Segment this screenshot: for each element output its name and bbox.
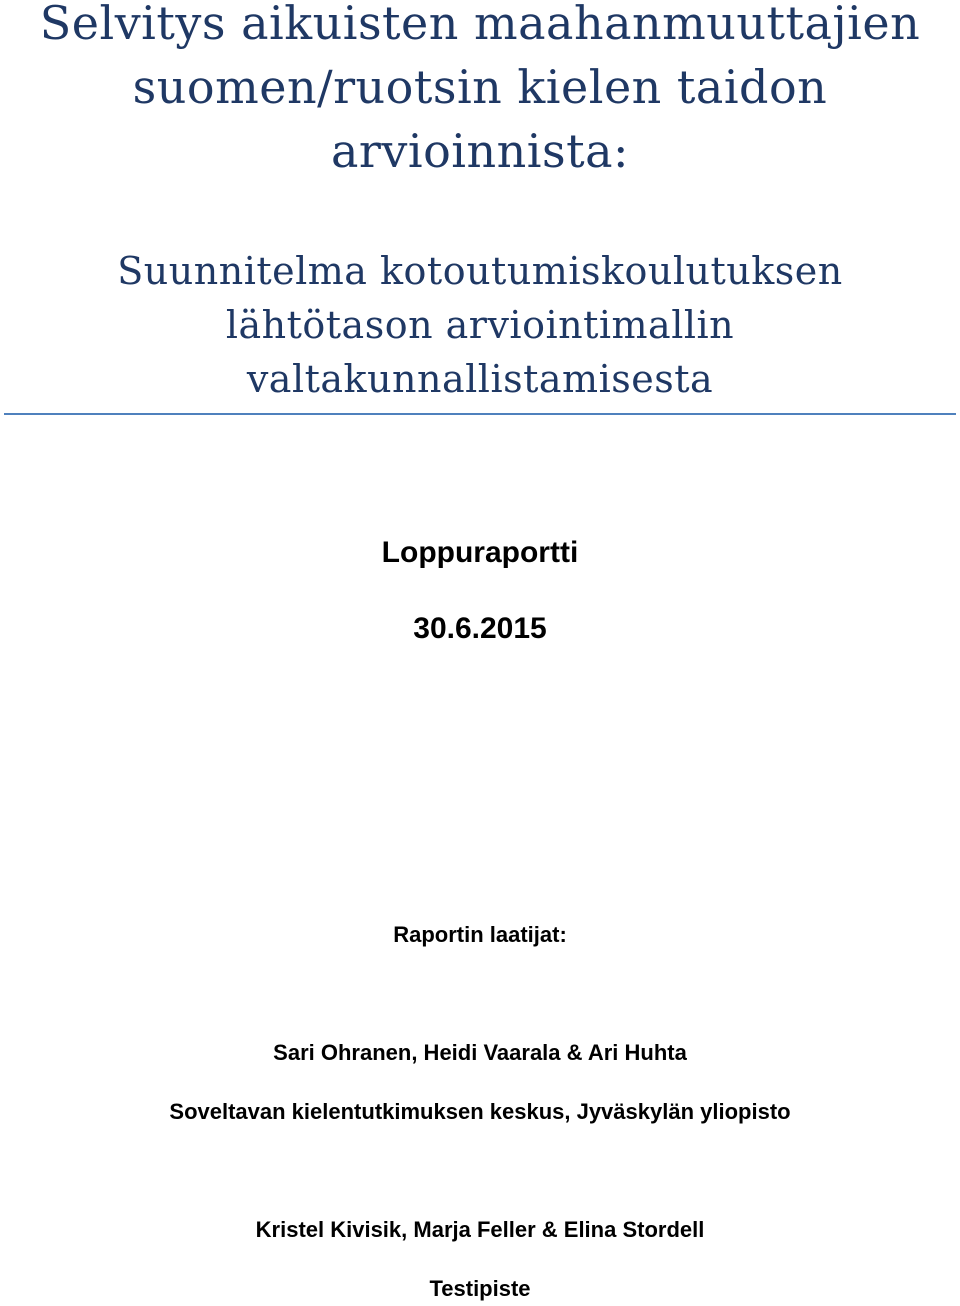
title-divider (4, 413, 956, 415)
subtitle-line-3: valtakunnallistamisesta (246, 357, 714, 401)
main-title-line-2: suomen/ruotsin kielen taidon (132, 60, 828, 114)
authors-group1-affiliation: Soveltavan kielentutkimuksen keskus, Jyväskylän yliopisto (169, 1099, 791, 1124)
main-title-line-3: arvioinnista: (331, 124, 629, 178)
main-title-line-1: Selvitys aikuisten maahanmuuttajien (39, 0, 921, 50)
report-type: Loppuraportti (381, 536, 579, 569)
subtitle-line-2: lähtötason arviointimallin (225, 303, 735, 347)
report-date: 30.6.2015 (413, 612, 547, 645)
authors-heading: Raportin laatijat: (393, 922, 567, 947)
authors-group2-names: Kristel Kivisik, Marja Feller & Elina Stordell (255, 1217, 705, 1242)
authors-group2-affiliation: Testipiste (429, 1276, 531, 1301)
authors-group1-names: Sari Ohranen, Heidi Vaarala & Ari Huhta (273, 1040, 687, 1065)
subtitle-line-1: Suunnitelma kotoutumiskoulutuksen (117, 249, 843, 293)
